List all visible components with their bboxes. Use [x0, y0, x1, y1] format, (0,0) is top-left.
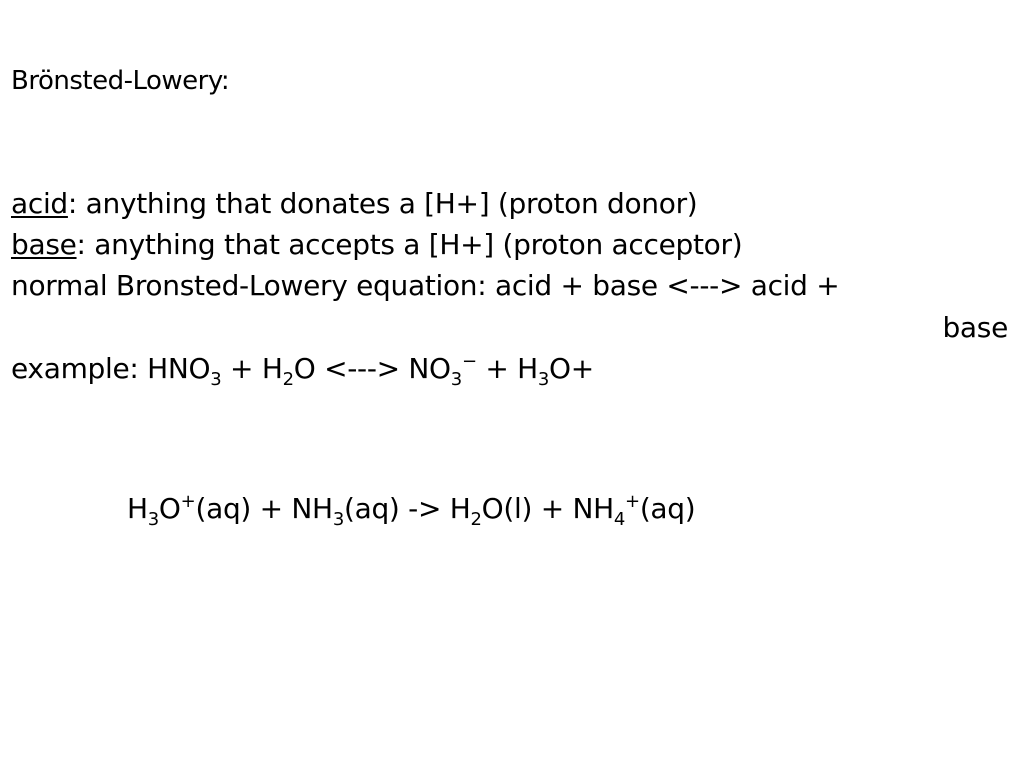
example-superscript: − — [461, 351, 477, 372]
reaction-part: (aq) — [639, 492, 696, 525]
general-equation-wrap: base — [942, 311, 1008, 344]
reaction-subscript: 3 — [147, 509, 159, 530]
example-subscript: 3 — [537, 369, 550, 390]
example-part: O+ — [549, 352, 594, 385]
acid-term: acid — [11, 187, 68, 220]
general-equation: normal Bronsted-Lowery equation: acid + base <---> acid + — [11, 269, 840, 302]
reaction-part: H — [127, 492, 148, 525]
base-definition: : anything that accepts a [H+] (proton acceptor) — [76, 228, 743, 261]
base-definition-line — [11, 227, 742, 263]
acid-definition: : anything that donates a [H+] (proton donor) — [67, 187, 698, 220]
reaction-part: (aq) + NH — [195, 492, 333, 525]
reaction-subscript: 2 — [470, 509, 482, 530]
example-subscript: 2 — [282, 369, 294, 390]
example-part: O <---> NO — [293, 352, 451, 385]
reaction-subscript: 4 — [613, 509, 626, 530]
reaction-part: (aq) -> H — [343, 492, 471, 525]
base-term: base — [11, 228, 77, 261]
reaction-part: O(l) + NH — [481, 492, 614, 525]
reaction-part: O — [158, 492, 181, 525]
example-subscript: 3 — [450, 369, 462, 390]
reaction-equation — [127, 491, 696, 530]
example-subscript: 3 — [210, 369, 222, 390]
slide-title: Brönsted-Lowery: — [11, 66, 230, 96]
example-equation — [11, 351, 594, 390]
acid-definition-line — [11, 186, 697, 222]
example-part: + H — [476, 352, 538, 385]
reaction-superscript: + — [625, 491, 640, 512]
example-part: + H — [221, 352, 283, 385]
reaction-superscript: + — [180, 491, 196, 512]
example-part: example: HNO — [11, 352, 211, 385]
reaction-subscript: 3 — [332, 509, 344, 530]
